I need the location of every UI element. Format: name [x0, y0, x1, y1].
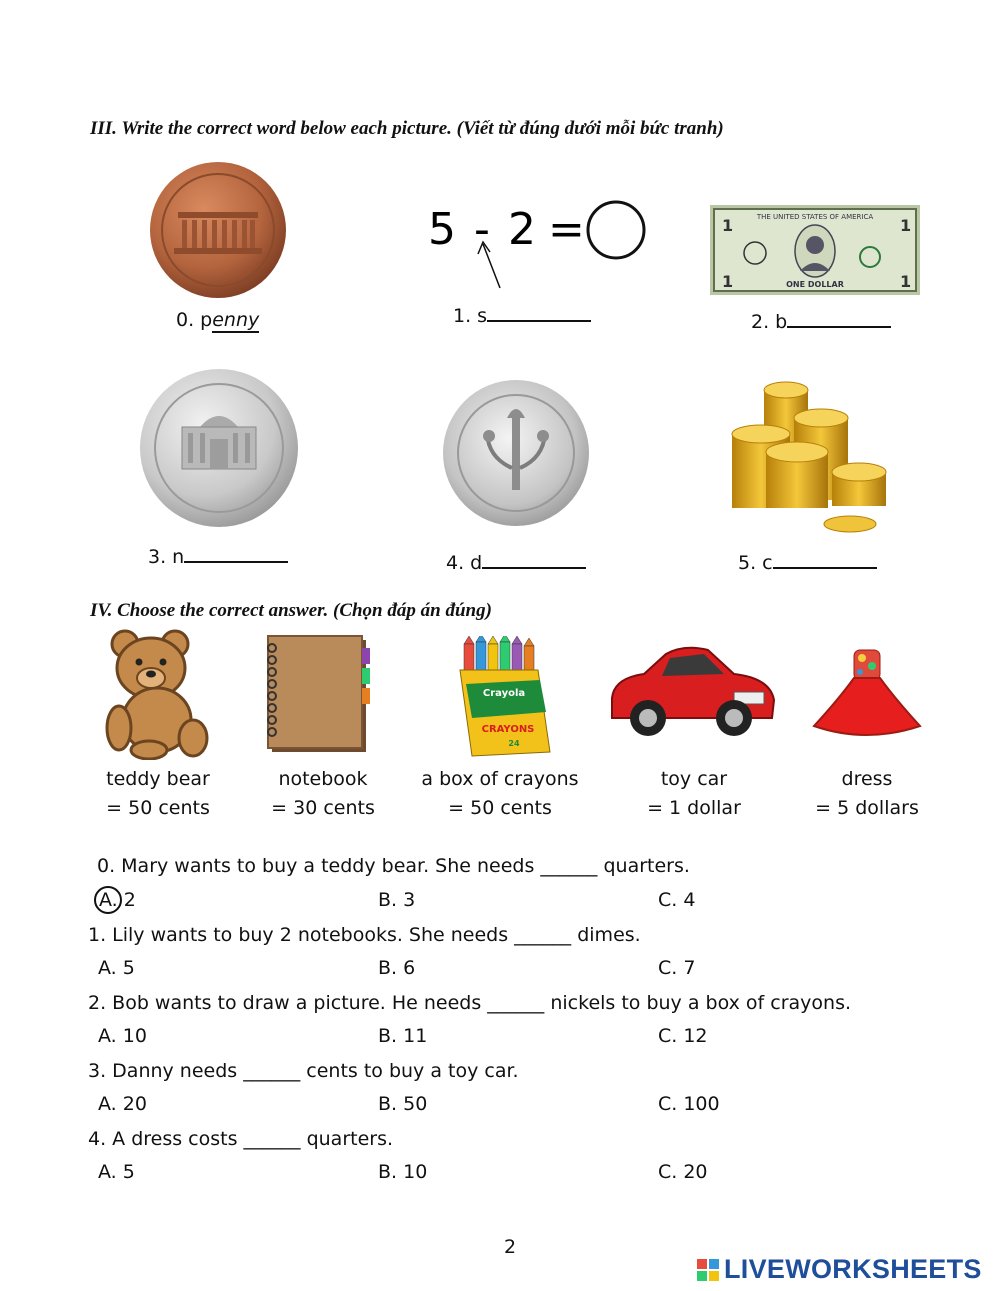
item-dress [802, 765, 932, 823]
section-4-heading: IV. Choose the correct answer. (Chọn đáp án đúng) [90, 600, 492, 621]
answer-1 [453, 303, 591, 327]
question-3: 3. Danny needs ______ cents to buy a toy car. [88, 1060, 519, 1082]
item-crayons-name: a box of crayons [421, 768, 579, 790]
question-4: 4. A dress costs ______ quarters. [88, 1128, 394, 1150]
question-2-option-c[interactable]: C. 12 [658, 1025, 708, 1047]
answer-3 [148, 544, 288, 568]
stack-middle [766, 442, 828, 508]
bill-denom-tr: 1 [900, 216, 912, 235]
question-0-option-c[interactable]: C. 4 [658, 889, 696, 911]
question-1-option-a[interactable]: A. 5 [98, 957, 135, 979]
answer-2-prefix: 2. b [751, 311, 788, 333]
bill-top-text: THE UNITED STATES OF AMERICA [756, 213, 874, 221]
minus-equation-icon [420, 192, 652, 294]
teddy-bear-icon [103, 628, 209, 760]
equation-eq: = [548, 204, 585, 255]
item-crayons [410, 765, 590, 823]
item-toy-car-name: toy car [660, 768, 728, 790]
item-notebook [261, 765, 385, 823]
nickel-icon [138, 367, 300, 529]
answer-4-blank[interactable] [482, 550, 586, 569]
page-number: 2 [503, 1236, 517, 1258]
brand-name: LIVEWORKSHEETS [724, 1254, 982, 1284]
question-3-option-c[interactable]: C. 100 [658, 1093, 720, 1115]
item-toy-car-price: = 1 dollar [647, 797, 741, 819]
dress-icon [810, 648, 924, 740]
answer-5-blank[interactable] [773, 550, 877, 569]
question-4-option-c[interactable]: C. 20 [658, 1161, 708, 1183]
notebook-icon [262, 634, 380, 754]
answer-5-prefix: 5. c [738, 552, 773, 574]
question-3-option-b[interactable]: B. 50 [378, 1093, 428, 1115]
item-teddy-bear-name: teddy bear [106, 768, 210, 790]
dime-icon [441, 378, 591, 528]
bill-denom-bl: 1 [722, 272, 734, 291]
answer-0 [176, 309, 259, 331]
answer-1-blank[interactable] [487, 303, 591, 322]
crayon-box-brand: Crayola [482, 688, 526, 699]
bill-bottom-text: ONE DOLLAR [786, 280, 844, 289]
item-dress-price: = 5 dollars [815, 797, 919, 819]
answer-2-blank[interactable] [787, 309, 891, 328]
bill-denom-br: 1 [900, 272, 912, 291]
answer-1-prefix: 1. s [453, 305, 488, 327]
answer-0-fill: enny [212, 309, 260, 331]
penny-icon [148, 160, 288, 300]
question-1-option-c[interactable]: C. 7 [658, 957, 696, 979]
section-3-heading: III. Write the correct word below each picture. (Viết từ đúng dưới mỗi bức tranh) [90, 118, 724, 139]
liveworksheets-logo-icon [697, 1259, 719, 1281]
selected-answer-circle: A. [99, 889, 118, 911]
item-teddy-bear-price: = 50 cents [106, 797, 210, 819]
answer-4 [446, 550, 586, 574]
coin-stacks-icon [728, 376, 890, 534]
question-0: 0. Mary wants to buy a teddy bear. She needs ______ quarters. [97, 855, 690, 877]
question-1: 1. Lily wants to buy 2 notebooks. She needs ______ dimes. [88, 924, 641, 946]
question-0-option-b[interactable]: B. 3 [378, 889, 416, 911]
item-teddy-bear [93, 765, 223, 823]
equation-op: - [474, 204, 490, 255]
question-3-option-a[interactable]: A. 20 [98, 1093, 147, 1115]
answer-2 [751, 309, 891, 333]
question-0-option-a[interactable] [99, 889, 136, 911]
question-0-option-a-value: 2 [123, 889, 136, 911]
item-crayons-price: = 50 cents [448, 797, 552, 819]
item-notebook-price: = 30 cents [271, 797, 375, 819]
question-2: 2. Bob wants to draw a picture. He needs ______ nickels to buy a box of crayons. [88, 992, 852, 1014]
answer-3-prefix: 3. n [148, 546, 185, 568]
item-notebook-name: notebook [278, 768, 368, 790]
answer-4-prefix: 4. d [446, 552, 483, 574]
toy-car-icon [604, 638, 780, 744]
answer-0-prefix: 0. p [176, 309, 213, 331]
equation-a: 5 [428, 204, 456, 255]
crayon-box-count: 24 [508, 739, 520, 748]
answer-5 [738, 550, 877, 574]
stack-small [832, 463, 886, 506]
question-1-option-b[interactable]: B. 6 [378, 957, 416, 979]
crayon-box-icon [456, 636, 554, 758]
crayon-box-label: CRAYONS [481, 724, 535, 735]
question-4-option-b[interactable]: B. 10 [378, 1161, 428, 1183]
answer-3-blank[interactable] [184, 544, 288, 563]
item-dress-name: dress [841, 768, 893, 790]
question-4-option-a[interactable]: A. 5 [98, 1161, 135, 1183]
dollar-bill-icon [710, 205, 920, 295]
equation-b: 2 [508, 204, 536, 255]
question-2-option-a[interactable]: A. 10 [98, 1025, 147, 1047]
bill-denom-tl: 1 [722, 216, 734, 235]
item-toy-car [634, 765, 754, 823]
question-2-option-b[interactable]: B. 11 [378, 1025, 428, 1047]
